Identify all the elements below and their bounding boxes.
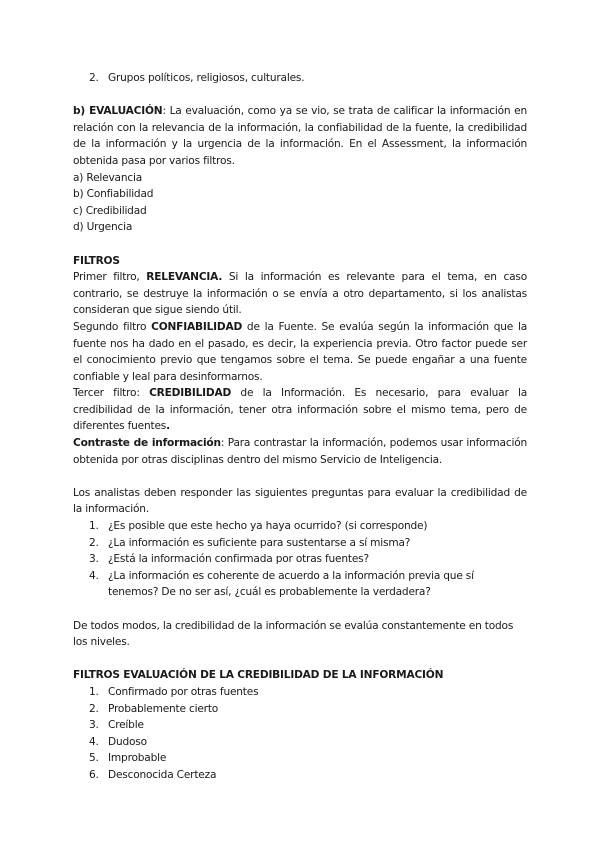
list-item-text: Dudoso: [108, 735, 147, 748]
evaluacion-text: : La evaluación, como ya se vio, se trata de calificar la información en relación con la relevancia de la información, la confiabilidad de la fuente, la credibilidad de la información y la urgencia de la información. En el Assessment, la información obtenida pasa por varios filtros.: [73, 105, 527, 167]
list-item-text: ¿La información es suficiente para sustentarse a sí misma?: [108, 536, 411, 549]
list-item-text: ¿Es posible que este hecho ya haya ocurrido? (si corresponde): [108, 520, 428, 533]
list-item: [73, 551, 527, 568]
list-item: c) Credibilidad: [73, 204, 147, 217]
conclusion-paragraph: De todos modos, la credibilidad de la información se evalúa constantemente en todos los niveles.: [73, 619, 514, 649]
filtro-prefix: Primer filtro,: [73, 271, 147, 284]
list-item-text: Improbable: [108, 752, 167, 765]
list-number: 2.: [89, 72, 99, 84]
filtro-term: CREDIBILIDAD: [149, 387, 232, 400]
list-item-text: Grupos políticos, religiosos, culturales.: [108, 72, 305, 84]
credibilidad-list: [73, 684, 527, 784]
list-item: [73, 518, 527, 535]
filtro-confiabilidad: [73, 319, 527, 385]
list-item: [73, 701, 527, 718]
list-item: a) Relevancia: [73, 171, 142, 184]
filtro-term: CONFIABILIDAD: [151, 320, 243, 333]
filtro-text: : Para contrastar la información, podemos usar información obtenida por otras disciplinas dentro del mismo Servicio de Inteligencia.: [73, 437, 527, 466]
filtro-credibilidad: [73, 385, 527, 435]
filtro-prefix: Tercer filtro:: [73, 387, 150, 400]
list-item: [73, 70, 527, 87]
list-item: [73, 568, 527, 601]
list-number: 1.: [89, 520, 99, 533]
filtro-term: RELEVANCIA.: [146, 271, 223, 284]
list-number: 4.: [89, 569, 99, 582]
filtro-prefix: Segundo filtro: [73, 320, 152, 333]
filtros-heading: FILTROS: [73, 254, 120, 267]
list-item-text: Desconocida Certeza: [108, 768, 217, 781]
list-number: 2.: [89, 702, 99, 715]
list-item-text: Probablemente cierto: [108, 702, 219, 715]
questions-list: [73, 518, 527, 601]
evaluacion-heading: b) EVALUACIÓN: [73, 105, 163, 118]
list-item: [73, 767, 527, 784]
list-item-text: Confirmado por otras fuentes: [108, 685, 259, 698]
evaluacion-paragraph: [73, 103, 527, 169]
filtro-period: .: [166, 420, 170, 433]
list-item-text: ¿Está la información confirmada por otras fuentes?: [108, 553, 369, 566]
list-item: [73, 750, 527, 767]
filtro-term: Contraste de información: [73, 437, 221, 450]
list-number: 2.: [89, 536, 99, 549]
filtro-relevancia: [73, 269, 527, 319]
list-number: 6.: [89, 768, 99, 781]
filtro-text: Si la información es relevante para el tema, en caso contrario, se destruye la información o se envía a otro departamento, si los analistas consideran que sigue siendo útil.: [73, 271, 527, 317]
analistas-paragraph: Los analistas deben responder las siguientes preguntas para evaluar la credibilidad de la información.: [73, 486, 527, 516]
list-item: [73, 535, 527, 552]
list-item-text: Creíble: [108, 719, 144, 732]
list-item: [73, 717, 527, 734]
contraste-paragraph: [73, 435, 527, 468]
list-number: 5.: [89, 752, 99, 765]
list-number: 3.: [89, 719, 99, 732]
list-item: [73, 684, 527, 701]
list-item: b) Confiabilidad: [73, 188, 154, 201]
list-item-text: ¿La información es coherente de acuerdo a la información previa que sí tenemos? De no ser así, ¿cuál es probablemente la verdadera?: [108, 569, 474, 599]
credibilidad-heading: FILTROS EVALUACIÓN DE LA CREDIBILIDAD DE LA INFORMACIÓN: [73, 669, 444, 682]
filtro-text: de la Fuente. Se evalúa según la información que la fuente nos ha dado en el pasado, es decir, la experiencia previa. Otro factor puede ser el conocimiento previo que tengamos sobre el tema. Se puede engañar a una fuente confiable y leal para desinformarnos.: [73, 320, 528, 383]
list-number: 1.: [89, 685, 99, 698]
document-page: [73, 70, 527, 784]
list-item: [73, 734, 527, 751]
list-number: 3.: [89, 553, 99, 566]
list-item: d) Urgencia: [73, 221, 133, 234]
list-number: 4.: [89, 735, 99, 748]
filtro-text: de la Información. Es necesario, para evaluar la credibilidad de la información, tener otra información sobre el mismo tema, pero de diferentes fuentes: [73, 387, 528, 433]
